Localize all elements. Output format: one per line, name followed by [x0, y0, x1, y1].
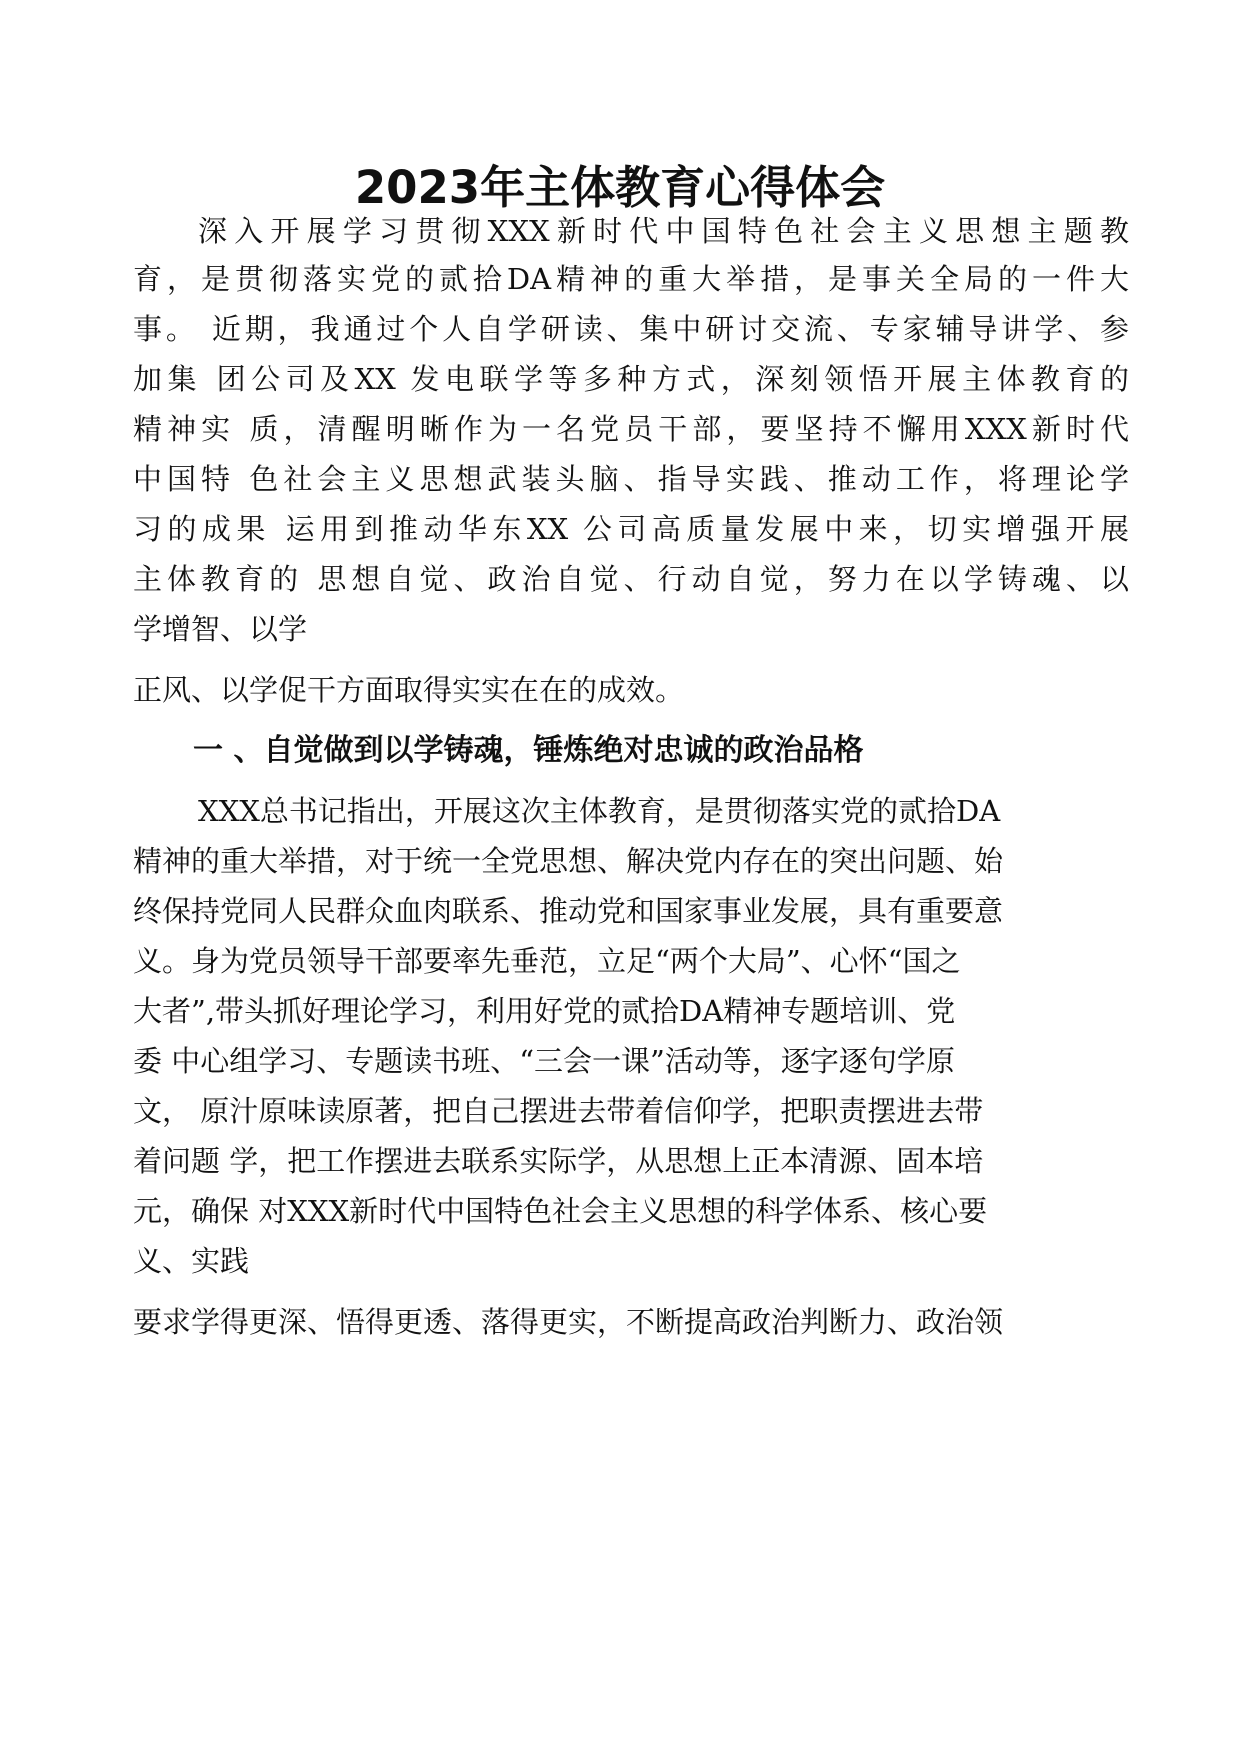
paragraph-line: 义、实践 [133, 1244, 250, 1278]
paragraph-line: 主体教育的 思想自觉、政治自觉、行动自觉，努力在以学铸魂、以 [133, 562, 1129, 596]
paragraph-line: 着问题 学，把工作摆进去联系实际学，从思想上正本清源、固本培 [133, 1144, 984, 1178]
paragraph-line: 加集 团公司及XX 发电联学等多种方式，深刻领悟开展主体教育的 [133, 362, 1129, 396]
paragraph-line: 元，确保 对XXX新时代中国特色社会主义思想的科学体系、核心要 [133, 1194, 988, 1228]
paragraph-line: 育，是贯彻落实党的贰拾DA精神的重大举措，是事关全局的一件大 [133, 262, 1129, 296]
paragraph-line: 深入开展学习贯彻XXX新时代中国特色社会主义思想主题教 [198, 214, 1129, 248]
paragraph-line: 学增智、以学 [133, 612, 308, 646]
paragraph-line: 习的成果 运用到推动华东XX 公司高质量发展中来，切实增强开展 [133, 512, 1129, 546]
paragraph-line: 大者”,带头抓好理论学习，利用好党的贰拾DA精神专题培训、党 [133, 994, 956, 1028]
paragraph-line: 义。身为党员领导干部要率先垂范，立足“两个大局”、心怀“国之 [133, 944, 961, 978]
paragraph-line: 中国特 色社会主义思想武装头脑、指导实践、推动工作，将理论学 [133, 462, 1129, 496]
paragraph-line: XXX总书记指出，开展这次主体教育，是贯彻落实党的贰拾DA [198, 794, 1001, 828]
paragraph-line: 精神的重大举措，对于统一全党思想、解决党内存在的突出问题、始 [133, 844, 1004, 878]
paragraph-line: 事。 近期，我通过个人自学研读、集中研讨交流、专家辅导讲学、参 [133, 312, 1129, 346]
document-title: 2023年主体教育心得体会 [354, 161, 886, 214]
paragraph-line: 委 中心组学习、专题读书班、“三会一课”活动等，逐字逐句学原 [133, 1044, 955, 1078]
paragraph-line: 文， 原汁原味读原著，把自己摆进去带着信仰学，把职责摆进去带 [133, 1094, 984, 1128]
paragraph-line: 正风、以学促干方面取得实实在在的成效。 [133, 673, 685, 707]
section-heading: 一 、自觉做到以学铸魂，锤炼绝对忠诚的政治品格 [193, 733, 864, 768]
paragraph-line: 精神实 质，清醒明晰作为一名党员干部，要坚持不懈用XXX新时代 [133, 412, 1129, 446]
paragraph-line: 终保持党同人民群众血肉联系、推动党和国家事业发展，具有重要意 [133, 894, 1004, 928]
paragraph-line: 要求学得更深、悟得更透、落得更实，不断提高政治判断力、政治领 [133, 1305, 1004, 1339]
